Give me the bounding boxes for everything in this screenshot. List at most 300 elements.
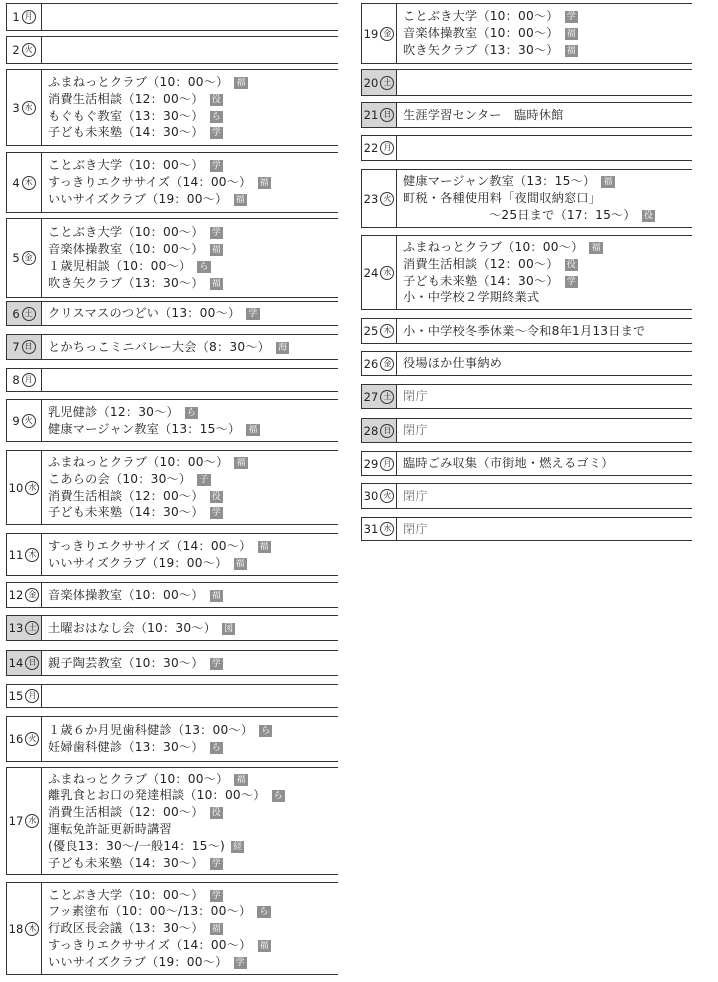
day-number: 10 [8, 480, 24, 495]
row-divider [6, 391, 338, 392]
calendar-day-row [361, 236, 692, 309]
event-text: 離乳食とお口の発達相談（10：00～） [48, 788, 266, 803]
event-text: １歳児相談（10：00～） [48, 259, 192, 273]
event-text: ことぶき大学（10：00～） [403, 9, 559, 24]
date-cell [361, 385, 397, 408]
weekday-badge: 金 [25, 588, 39, 602]
day-number: 8 [12, 373, 20, 387]
weekday-badge: 金 [380, 27, 394, 41]
day-number: 17 [8, 814, 24, 828]
weekday-badge: 水 [25, 814, 39, 828]
row-divider [361, 540, 692, 541]
weekday-badge: 日 [380, 108, 394, 122]
calendar-day-row [361, 4, 692, 63]
venue-tag: 学 [235, 957, 245, 968]
row-divider [6, 607, 338, 608]
events-cell [397, 385, 692, 408]
venue-tag: 福 [259, 541, 269, 552]
events-cell [42, 883, 338, 974]
event-text: ことぶき大学（10：00～） [48, 887, 204, 902]
calendar-day-row [6, 4, 338, 30]
event-item [403, 289, 692, 306]
weekday-badge: 月 [22, 10, 36, 24]
event-item [48, 587, 338, 604]
venue-tag: 学 [566, 12, 576, 23]
day-number: 26 [363, 356, 379, 371]
day-number: 30 [363, 489, 379, 503]
event-text: 子ども未来塾（14：30～） [48, 855, 204, 870]
date-cell [6, 685, 42, 707]
event-text: 行政区長会議（13：30～） [48, 921, 204, 936]
row-divider [361, 160, 692, 161]
day-number: 20 [363, 75, 379, 90]
venue-tag: 福 [236, 77, 246, 88]
calendar-day-row [6, 369, 338, 391]
calendar-day-row [6, 583, 338, 607]
day-number: 28 [363, 423, 379, 438]
event-text: ことぶき大学（10：00～） [48, 225, 204, 240]
venue-tag: 学 [248, 309, 258, 320]
events-cell [42, 717, 338, 761]
events-cell [397, 452, 692, 475]
calendar-day-row [6, 768, 338, 874]
event-text: 運転免許証更新時講習 [48, 822, 172, 836]
weekday-badge: 水 [380, 266, 394, 280]
date-cell [6, 37, 42, 63]
event-text: クリスマスのつどい（13：00～） [48, 306, 241, 321]
venue-tag: 経 [232, 841, 243, 852]
event-item [48, 855, 338, 872]
event-text: 閉庁 [403, 488, 428, 503]
venue-tag: 福 [566, 45, 576, 56]
calendar-day-row [361, 419, 692, 442]
events-cell [397, 484, 692, 508]
event-text: ふまねっとクラブ（10：00～） [403, 239, 584, 254]
date-cell [361, 4, 397, 63]
day-number: 14 [8, 656, 24, 670]
event-item [48, 488, 338, 505]
event-item [48, 339, 338, 356]
event-item [48, 620, 338, 637]
event-item [48, 191, 338, 208]
row-divider [6, 640, 338, 641]
venue-tag: 福 [259, 940, 269, 951]
events-cell [42, 335, 338, 359]
venue-tag: ら [186, 407, 197, 418]
row-divider [361, 127, 692, 128]
row-divider [6, 359, 338, 360]
events-cell [42, 685, 338, 707]
event-text: 閉庁 [403, 423, 428, 438]
day-number: 9 [12, 413, 20, 428]
venue-tag: 役 [211, 808, 221, 819]
weekday-badge: 土 [380, 76, 394, 90]
day-number: 19 [363, 26, 379, 41]
event-text: 閉庁 [403, 389, 428, 404]
event-text: とかちっこミニバレー大会（8：30～） [48, 339, 271, 354]
events-cell [42, 37, 338, 63]
event-item [48, 404, 338, 421]
date-cell [6, 451, 42, 524]
day-number: 22 [363, 141, 379, 155]
venue-tag: 福 [259, 178, 269, 189]
calendar-day-row [6, 400, 338, 441]
weekday-badge: 火 [25, 732, 39, 746]
date-cell [361, 484, 397, 508]
event-text: 親子陶芸教室（10：30～） [48, 655, 204, 670]
event-text: 子ども未来塾（14：30～） [48, 125, 204, 140]
row-divider [361, 375, 692, 376]
calendar-day-row [361, 319, 692, 343]
event-text: 消費生活相談（12：00～） [48, 91, 204, 106]
day-number: 3 [12, 100, 20, 115]
event-item [48, 555, 338, 572]
row-divider [361, 227, 692, 228]
row-divider [6, 297, 338, 298]
weekday-badge: 金 [380, 357, 394, 371]
day-number: 1 [12, 10, 20, 24]
date-cell [6, 883, 42, 974]
event-text: 健康マージャン教室（13：15～） [403, 174, 596, 189]
event-text: (優良13：30～/一般14：15～) [48, 838, 225, 853]
event-item [48, 538, 338, 555]
events-cell [397, 70, 692, 95]
row-divider [6, 874, 338, 875]
calendar-day-row [6, 717, 338, 761]
date-cell [6, 616, 42, 640]
event-item [48, 804, 338, 821]
event-item [48, 224, 338, 241]
weekday-badge: 月 [380, 141, 394, 155]
weekday-badge: 木 [22, 176, 36, 190]
venue-tag: 学 [211, 890, 221, 901]
calendar-day-row [6, 70, 338, 145]
event-item [403, 455, 692, 472]
weekday-badge: 火 [380, 192, 394, 206]
row-divider [6, 212, 338, 213]
date-cell [6, 651, 42, 675]
date-cell [6, 153, 42, 212]
event-item [48, 108, 338, 125]
row-divider [6, 63, 338, 64]
event-item [48, 655, 338, 672]
event-text: こあらの会（10：30～） [48, 471, 192, 486]
events-cell [42, 400, 338, 441]
event-item [403, 173, 692, 190]
event-text: 音楽体操教室（10：00～） [403, 26, 559, 41]
day-number: 4 [12, 175, 20, 190]
events-cell [42, 451, 338, 524]
events-cell [397, 136, 692, 160]
event-text: 健康マージャン教室（13：15～） [48, 421, 241, 436]
calendar-day-row [6, 335, 338, 359]
date-cell [361, 319, 397, 343]
venue-tag: 学 [211, 228, 221, 239]
day-number: 13 [8, 621, 24, 635]
events-cell [42, 302, 338, 325]
event-item [48, 241, 338, 258]
event-text: 消費生活相談（12：00～） [48, 488, 204, 503]
event-text: いいサイズクラブ（19：00～） [48, 954, 228, 969]
date-cell [361, 103, 397, 127]
events-cell [397, 319, 692, 343]
venue-tag: 福 [211, 924, 221, 935]
date-cell [361, 518, 397, 540]
event-item [403, 42, 692, 59]
events-cell [397, 518, 692, 540]
event-text: 音楽体操教室（10：00～） [48, 242, 204, 257]
weekday-badge: 月 [380, 457, 394, 471]
weekday-badge: 月 [22, 373, 36, 387]
venue-tag: 福 [248, 424, 258, 435]
day-number: 6 [12, 306, 20, 321]
event-item [48, 421, 338, 438]
calendar-day-row [361, 484, 692, 508]
date-cell [361, 352, 397, 375]
event-text: 役場ほか仕事納め [403, 356, 503, 371]
event-item [48, 787, 338, 804]
weekday-badge: 日 [380, 424, 394, 438]
event-text: いいサイズクラブ（19：00～） [48, 555, 228, 570]
event-text: ～25日まで（17：15～） [489, 207, 636, 222]
event-item [48, 739, 338, 756]
event-text: ふまねっとクラブ（10：00～） [48, 74, 229, 89]
event-item [48, 887, 338, 904]
calendar-day-row [6, 302, 338, 325]
weekday-badge: 木 [380, 324, 394, 338]
calendar-day-row [6, 219, 338, 297]
events-cell [42, 534, 338, 575]
calendar-day-row [6, 651, 338, 675]
venue-tag: 役 [566, 259, 576, 270]
day-number: 25 [363, 324, 379, 338]
event-text: 音楽体操教室（10：00～） [48, 587, 204, 602]
event-item [48, 258, 338, 275]
event-text: 土曜おはなし会（10：30～） [48, 620, 217, 635]
date-cell [6, 369, 42, 391]
event-item [48, 937, 338, 954]
date-cell [6, 219, 42, 297]
weekday-badge: 金 [22, 251, 36, 265]
day-number: 7 [12, 340, 20, 354]
event-item [403, 355, 692, 372]
row-divider [361, 309, 692, 310]
venue-tag: 福 [591, 242, 601, 253]
day-number: 5 [12, 251, 20, 265]
event-text: いいサイズクラブ（19：00～） [48, 191, 228, 206]
day-number: 15 [8, 689, 24, 703]
events-cell [42, 369, 338, 391]
date-cell [6, 335, 42, 359]
event-text: 吹き矢クラブ（13：30～） [403, 42, 559, 57]
calendar-day-row [361, 103, 692, 127]
event-text: すっきりエクササイズ（14：00～） [48, 937, 252, 952]
event-item [48, 124, 338, 141]
venue-tag: 図 [224, 623, 234, 634]
weekday-badge: 火 [380, 489, 394, 503]
day-number: 21 [363, 108, 379, 122]
event-text: 子ども未来塾（14：30～） [48, 505, 204, 520]
row-divider [361, 508, 692, 509]
event-item [403, 25, 692, 42]
weekday-badge: 日 [22, 340, 36, 354]
row-divider [361, 442, 692, 443]
events-cell [397, 236, 692, 309]
date-cell [6, 302, 42, 325]
row-divider [361, 475, 692, 476]
date-cell [361, 170, 397, 227]
date-cell [6, 534, 42, 575]
date-cell [6, 4, 42, 30]
venue-tag: 学 [566, 276, 576, 287]
row-divider [6, 675, 338, 676]
events-cell [397, 352, 692, 375]
event-item [403, 256, 692, 273]
event-text: 小・中学校２学期終業式 [403, 290, 540, 305]
events-cell [42, 616, 338, 640]
event-item [403, 388, 692, 405]
events-cell [397, 103, 692, 127]
venue-tag: ら [273, 791, 283, 802]
event-text: 乳児健診（12：30～） [48, 404, 179, 419]
row-divider [6, 974, 338, 975]
event-text: すっきりエクササイズ（14：00～） [48, 175, 252, 190]
calendar-day-row [361, 70, 692, 95]
event-item [403, 488, 692, 505]
event-item [48, 903, 338, 920]
venue-tag: 学 [211, 658, 221, 669]
event-item [403, 8, 692, 25]
weekday-badge: 土 [380, 390, 394, 404]
venue-tag: ら [211, 743, 221, 753]
calendar-day-row [6, 883, 338, 974]
calendar-day-row [6, 37, 338, 63]
day-number: 29 [363, 456, 379, 471]
events-cell [397, 170, 692, 227]
day-number: 24 [363, 265, 379, 280]
event-text: 町税・各種使用料「夜間収納窓口」 [403, 191, 602, 206]
event-item [48, 821, 338, 838]
day-number: 23 [363, 191, 379, 206]
row-divider [6, 30, 338, 31]
date-cell [361, 70, 397, 95]
event-text: １歳６か月児歯科健診（13：00～） [48, 723, 254, 738]
calendar-day-row [6, 616, 338, 640]
event-item [403, 207, 692, 224]
venue-tag: ら [199, 262, 209, 272]
venue-tag: 福 [235, 558, 245, 569]
weekday-badge: 土 [25, 621, 39, 635]
venue-tag: ら [261, 726, 271, 737]
weekday-badge: 木 [25, 548, 39, 562]
event-text: 妊婦歯科健診（13：30～） [48, 740, 204, 754]
event-item [48, 471, 338, 488]
event-text: 子ども未来塾（14：30～） [403, 273, 559, 288]
event-text: ことぶき大学（10：00～） [48, 158, 204, 173]
calendar-day-row [361, 518, 692, 540]
day-number: 27 [363, 389, 379, 404]
venue-tag: 福 [236, 774, 246, 785]
events-cell [42, 4, 338, 30]
weekday-badge: 火 [22, 43, 36, 57]
calendar-day-row [361, 385, 692, 408]
date-cell [361, 236, 397, 309]
event-text: 閉庁 [403, 521, 428, 536]
day-number: 18 [8, 921, 24, 936]
event-text: 生涯学習センター 臨時休館 [403, 107, 564, 122]
event-item [403, 273, 692, 290]
row-divider [361, 343, 692, 344]
row-divider [6, 707, 338, 708]
event-item [48, 74, 338, 91]
date-cell [6, 70, 42, 145]
events-cell [397, 419, 692, 442]
calendar-day-row [361, 136, 692, 160]
day-number: 11 [8, 547, 24, 562]
event-text: すっきりエクササイズ（14：00～） [48, 538, 252, 553]
date-cell [6, 583, 42, 607]
events-cell [42, 153, 338, 212]
weekday-badge: 水 [380, 522, 394, 536]
event-item [48, 722, 338, 739]
event-item [48, 954, 338, 971]
events-cell [42, 219, 338, 297]
venue-tag: 役 [643, 210, 654, 221]
weekday-badge: 水 [25, 481, 39, 495]
events-cell [397, 4, 692, 63]
event-item [403, 239, 692, 256]
event-item [48, 838, 338, 855]
event-item [48, 305, 338, 322]
event-item [48, 174, 338, 191]
venue-tag: 福 [603, 177, 613, 188]
event-text: フッ素塗布（10：00～/13：00～） [48, 904, 252, 919]
row-divider [6, 441, 338, 442]
event-item [48, 920, 338, 937]
event-item [403, 107, 692, 124]
calendar-day-row [361, 170, 692, 227]
event-item [48, 771, 338, 788]
venue-tag: 福 [211, 278, 221, 289]
day-number: 16 [8, 732, 24, 746]
event-item [48, 454, 338, 471]
date-cell [361, 136, 397, 160]
calendar-day-row [6, 451, 338, 524]
date-cell [6, 768, 42, 874]
day-number: 31 [363, 522, 379, 536]
events-cell [42, 70, 338, 145]
event-item [48, 504, 338, 521]
calendar-day-row [361, 352, 692, 375]
weekday-badge: 火 [22, 414, 36, 428]
weekday-badge: 木 [25, 922, 39, 936]
event-item [48, 91, 338, 108]
events-cell [42, 651, 338, 675]
weekday-badge: 水 [22, 101, 36, 115]
venue-tag: 学 [211, 858, 221, 869]
row-divider [361, 95, 692, 96]
row-divider [6, 575, 338, 576]
calendar-day-row [6, 153, 338, 212]
venue-tag: 福 [236, 457, 246, 468]
calendar-day-row [6, 534, 338, 575]
venue-tag: 福 [235, 194, 245, 205]
day-number: 12 [8, 588, 24, 602]
date-cell [6, 717, 42, 761]
venue-tag: ら [259, 907, 269, 918]
venue-tag: 福 [211, 590, 221, 601]
event-item [403, 521, 692, 538]
